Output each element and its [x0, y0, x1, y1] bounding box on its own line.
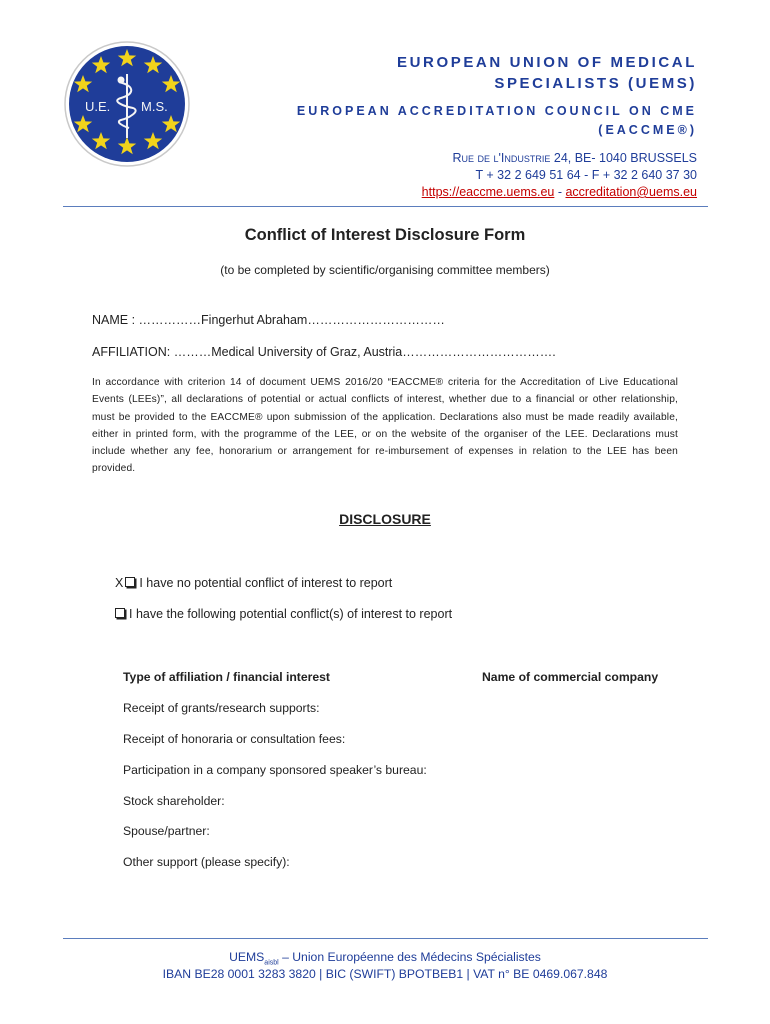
- name-field: NAME : ……………Fingerhut Abraham……………………………: [92, 313, 445, 327]
- footer-org-name: UEMS: [229, 950, 265, 964]
- phone-fax: T + 32 2 649 51 64 - F + 32 2 640 37 30: [475, 168, 697, 182]
- policy-paragraph: In accordance with criterion 14 of document UEMS 2016/20 “EACCME® criteria for the Accreditation of Live Educational Events (LEEs)”, all declarations of potential or actual conflicts of interest, whether due to a financial or other relationship, must be provided to the EACCME® upon submission of the application. Declarations also must be made readily available, either in printed form, with the programme of the LEE, or on the website of the organiser of the LEE. Declarations must include whether any fee, honorarium or arrangement for re-imbursement of expenses in relation to the LEE has been provided.: [92, 377, 678, 475]
- option-has-conflict[interactable]: [113, 607, 452, 621]
- logo-left-text: U.E.: [85, 99, 111, 114]
- column-header-type: Type of affiliation / financial interest: [123, 670, 330, 684]
- affiliation-row: Receipt of honoraria or consultation fees:: [123, 732, 346, 746]
- footer-org: [0, 950, 770, 966]
- affiliation-row: Spouse/partner:: [123, 824, 210, 838]
- option-no-conflict[interactable]: [115, 576, 392, 590]
- council-title-line2: (EACCME®): [598, 123, 697, 137]
- form-subtitle: (to be completed by scientific/organising committee members): [220, 263, 550, 277]
- email-link[interactable]: accreditation@uems.eu: [565, 185, 697, 199]
- org-title-line2: SPECIALISTS (UEMS): [494, 75, 697, 92]
- address-street: Rue de l'Industrie: [452, 151, 551, 165]
- website-link[interactable]: https://eaccme.uems.eu: [421, 185, 555, 199]
- affiliation-row: Other support (please specify):: [123, 855, 290, 869]
- org-header: [257, 52, 697, 201]
- form-title: Conflict of Interest Disclosure Form: [244, 226, 526, 244]
- checked-mark: X: [115, 576, 124, 590]
- option-no-conflict-label: I have no potential conflict of interest to report: [139, 576, 393, 590]
- footer-divider: [63, 938, 708, 939]
- uems-logo: [63, 40, 191, 168]
- org-title-line1: EUROPEAN UNION OF MEDICAL: [396, 54, 697, 71]
- footer-org-suffix: aisbl: [264, 959, 279, 967]
- address: [257, 150, 697, 167]
- option-has-conflict-label: I have the following potential conflict(s) of interest to report: [129, 607, 453, 621]
- footer-bank-details: IBAN BE28 0001 3283 3820 | BIC (SWIFT) BPOTBEB1 | VAT n° BE 0469.067.848: [162, 967, 608, 981]
- affiliation-row: Stock shareholder:: [123, 794, 225, 808]
- affiliation-field: AFFILIATION: ………Medical University of Graz, Austria……………………………….: [92, 345, 556, 359]
- logo-right-text: M.S.: [141, 99, 168, 114]
- link-separator: -: [554, 185, 566, 199]
- address-city: 24, BE- 1040 BRUSSELS: [550, 151, 697, 165]
- footer-org-full: – Union Européenne des Médecins Spécialistes: [278, 950, 541, 964]
- affiliation-row: Receipt of grants/research supports:: [123, 701, 320, 715]
- disclosure-title: DISCLOSURE: [339, 511, 431, 527]
- column-header-company: Name of commercial company: [482, 670, 659, 684]
- council-title-line1: EUROPEAN ACCREDITATION COUNCIL ON CME: [296, 104, 697, 118]
- checkbox-icon: [115, 608, 125, 618]
- checkbox-icon: [125, 577, 135, 587]
- contact-links: [257, 184, 697, 201]
- header-divider: [63, 206, 708, 207]
- affiliation-row: Participation in a company sponsored speaker’s bureau:: [123, 763, 427, 777]
